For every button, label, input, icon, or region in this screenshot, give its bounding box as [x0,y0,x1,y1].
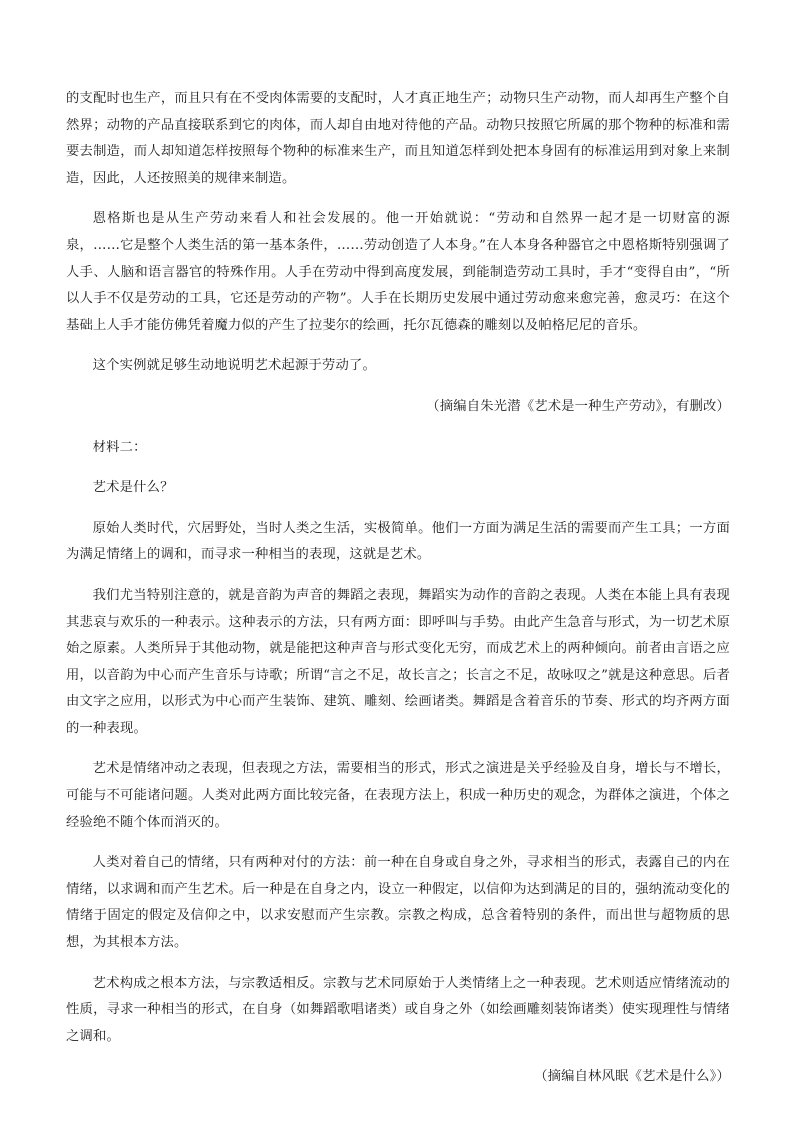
article-title: 艺术是什么？ [92,480,174,496]
source-citation-lin: （摘编自林风眠《艺术是什么》） [534,1069,730,1085]
document-page [66,86,730,1105]
paragraph-art-method: 艺术构成之根本方法，与宗教适相反。宗教与艺术同原始于人类情绪上之一种表现。艺术则适应情绪流动的性质，寻求一种相当的形式，在自身（如舞蹈歌唱诸类）或自身之外（如绘画雕刻装饰诸类）使实现理性与情绪之调和。 [66,975,730,1044]
paragraph-emotional-expression: 艺术是情绪冲动之表现，但表现之方法，需要相当的形式，形式之演进是关乎经验及自身，增长与不增长，可能与不可能诸问题。人类对此两方面比较完备，在表现方法上，积成一种历史的观念，为群体之演进，个体之经验绝不随个体而消灭的。 [66,761,730,830]
source-citation-zhu: （摘编自朱光潜《艺术是一种生产劳动》，有删改） [426,398,730,414]
paragraph-primitive-humans: 原始人类时代，穴居野处，当时人类之生活，实极简单。他们一方面为满足生活的需要而产生工具；一方面为满足情绪上的调和，而寻求一种相当的表现，这就是艺术。 [66,520,730,563]
paragraph-conclusion: 这个实例就足够生动地说明艺术起源于劳动了。 [92,358,377,374]
paragraph-engels-labor: 恩格斯也是从生产劳动来看人和社会发展的。他一开始就说：“劳动和自然界一起才是一切财富的源泉，……它是整个人类生活的第一基本条件，……劳动创造了人本身。”在人本身各种器官之中恩格斯特别强调了人手、人脑和语言器官的特殊作用。人手在劳动中得到高度发展，到能制造劳动工具时，手才“变得自由”，“所以人手不仅是劳动的工具，它还是劳动的产物”。人手在长期历史发展中通过劳动愈来愈完善，愈灵巧：在这个基础上人手才能仿佛凭着魔力似的产生了拉斐尔的绘画，托尔瓦德森的雕刻以及帕格尼尼的音乐。 [66,211,730,333]
paragraph-marx-production: 的支配时也生产，而且只有在不受肉体需要的支配时，人才真正地生产；动物只生产动物，而人却再生产整个自然界；动物的产品直接联系到它的肉体，而人却自由地对待他的产品。动物只按照它所属的那个物种的标准和需要去制造，而人却知道怎样按照每个物种的标准来生产，而且知道怎样到处把本身固有的标准运用到对象上来制造，因此，人还按照美的规律来制造。 [66,91,730,186]
paragraph-rhythm-dance: 我们尤当特别注意的，就是音韵为声音的舞蹈之表现，舞蹈实为动作的音韵之表现。人类在本能上具有表现其悲哀与欢乐的一种表示。这种表示的方法，只有两方面：即呼叫与手势。由此产生急音与形式，为一切艺术原始之原素。人类所异于其他动物，就是能把这种声音与形式变化无穷，而成艺术上的两种倾向。前者由言语之应用，以音韵为中心而产生音乐与诗歌；所谓“言之不足，故长言之；长言之不足，故咏叹之”就是这种意思。后者由文字之应用，以形式为中心而产生装饰、建筑、雕刻、绘画诸类。舞蹈是含着音乐的节奏、形式的均齐两方面的一种表现。 [66,587,730,736]
material-two-heading: 材料二： [92,439,147,455]
paragraph-art-religion: 人类对着自己的情绪，只有两种对付的方法：前一种在自身或自身之外，寻求相当的形式，表露自己的内在情绪，以求调和而产生艺术。后一种是在自身之内，设立一种假定，以信仰为达到满足的目的，强纳流动变化的情绪于固定的假定及信仰之中，以求安慰而产生宗教。宗教之构成，总含着特别的条件，而出世与超物质的思想，为其根本方法。 [66,855,730,951]
